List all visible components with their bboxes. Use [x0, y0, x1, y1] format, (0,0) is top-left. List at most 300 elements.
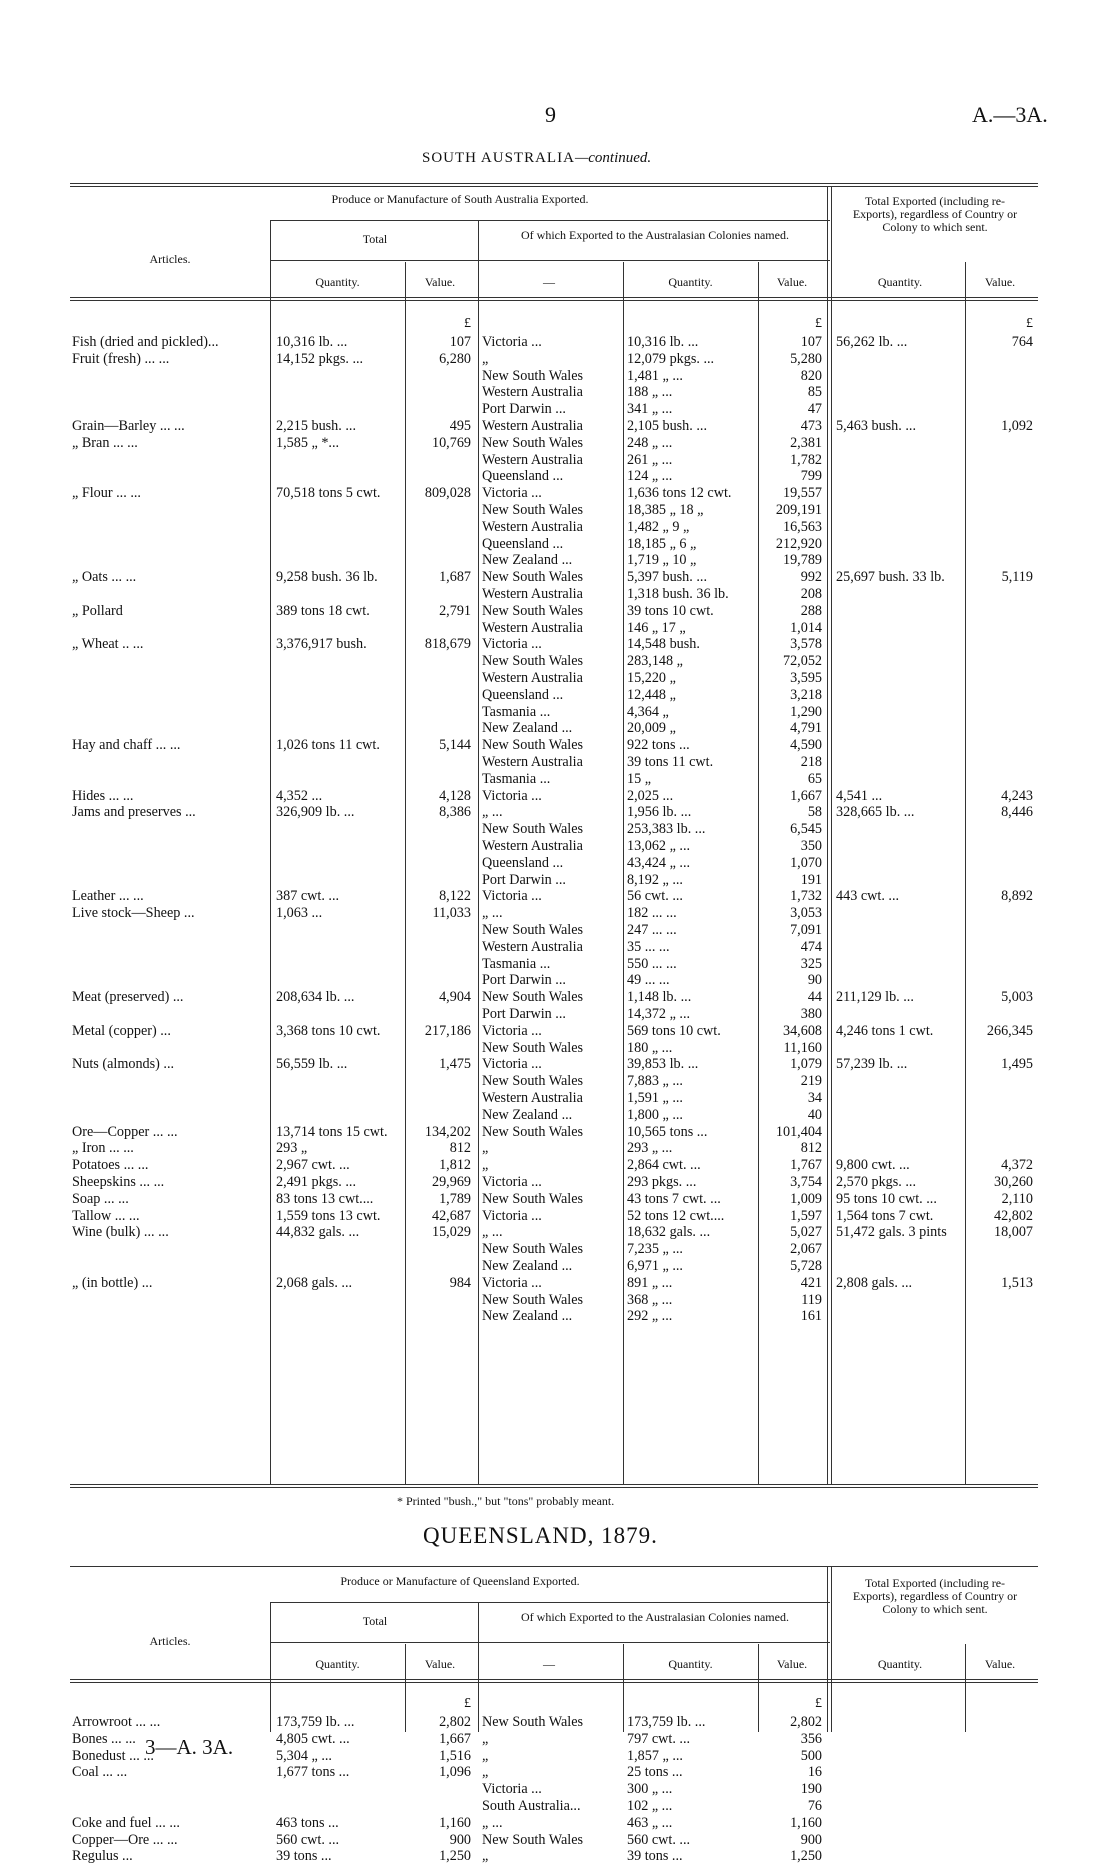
cell-colony: Victoria ...	[482, 787, 542, 804]
cell-colony-quantity: 292 „ ...	[627, 1308, 673, 1325]
cell-total-value: 11,033	[432, 905, 471, 922]
pound-symbol: £	[464, 1696, 471, 1711]
cell-colony-value: 1,290	[790, 703, 822, 720]
cell-exported-value: 266,345	[986, 1022, 1033, 1039]
header-value: Value.	[424, 275, 456, 289]
cell-colony: Western Australia	[482, 938, 583, 955]
cell-colony: „	[482, 1157, 489, 1174]
cell-colony-value: 2,381	[790, 434, 822, 451]
cell-colony: Western Australia	[482, 619, 583, 636]
cell-total-quantity: 1,559 tons 13 cwt.	[276, 1207, 381, 1224]
cell-colony-value: 90	[807, 972, 822, 989]
cell-exported-value: 5,119	[1001, 569, 1033, 586]
cell-colony: Port Darwin ...	[482, 871, 566, 888]
cell-total-quantity: 4,805 cwt. ...	[276, 1730, 350, 1747]
cell-total-value: 10,769	[431, 434, 471, 451]
header-value: Value.	[776, 275, 808, 289]
cell-colony-quantity: 1,800 „ ...	[627, 1106, 683, 1123]
cell-colony-value: 119	[801, 1291, 822, 1308]
cell-colony: New Zealand ...	[482, 720, 573, 737]
cell-colony-value: 16	[807, 1764, 822, 1781]
cell-colony-value: 212,920	[775, 535, 822, 552]
header-colonies: Of which Exported to the Australasian Colonies named.	[521, 1610, 789, 1624]
header-value: Value.	[776, 1657, 808, 1671]
cell-colony-value: 3,578	[790, 636, 822, 653]
cell-total-quantity: 14,152 pkgs. ...	[276, 350, 364, 367]
header-total-exported: Total Exported (including re-Exports), regardless of Country or Colony to which sent.	[852, 1576, 1018, 1616]
cell-total-quantity: 3,376,917 bush.	[276, 636, 367, 653]
cell-exported-quantity: 4,541 ...	[836, 787, 883, 804]
cell-colony-quantity: 253,383 lb. ...	[627, 821, 706, 838]
cell-article: „ (in bottle) ...	[72, 1274, 153, 1291]
cell-colony: Western Australia	[482, 1090, 583, 1106]
cell-colony-value: 3,053	[790, 905, 822, 922]
cell-colony-quantity: 124 „ ...	[627, 468, 673, 485]
cell-colony-quantity: 43,424 „ ...	[627, 854, 691, 871]
cell-colony-value: 421	[800, 1274, 822, 1291]
cell-exported-value: 4,243	[1001, 787, 1033, 804]
cell-colony: Western Australia	[482, 754, 583, 770]
cell-colony-value: 900	[800, 1831, 822, 1848]
cell-article: „ Oats ... ...	[72, 569, 137, 586]
cell-colony-value: 34,608	[782, 1022, 822, 1039]
cell-colony-quantity: 8,192 „ ...	[627, 871, 683, 888]
cell-colony-value: 19,557	[782, 485, 822, 502]
cell-colony-value: 101,404	[775, 1123, 822, 1140]
cell-article: Grain—Barley ... ...	[72, 418, 185, 434]
cell-total-quantity: 44,832 gals. ...	[276, 1224, 360, 1241]
cell-total-quantity: 2,967 cwt. ...	[276, 1157, 350, 1174]
pound-symbol: £	[815, 316, 822, 331]
cell-colony-quantity: 12,448 „	[627, 686, 676, 703]
cell-colony-value: 34	[807, 1090, 822, 1106]
cell-total-value: 6,280	[439, 350, 471, 367]
cell-colony-quantity: 1,591 „ ...	[627, 1090, 683, 1106]
cell-colony: New South Wales	[482, 1831, 584, 1848]
cell-colony: Port Darwin ...	[482, 972, 566, 989]
header-total-exported: Total Exported (including re-Exports), regardless of Country or Colony to which sent.	[852, 194, 1018, 234]
cell-total-value: 984	[449, 1274, 471, 1291]
header-produce: Produce or Manufacture of Queensland Exported.	[340, 1574, 580, 1588]
cell-colony: New South Wales	[482, 602, 584, 619]
cell-colony-value: 44	[807, 989, 822, 1006]
cell-colony: „	[482, 1764, 489, 1781]
cell-colony-value: 799	[800, 468, 822, 485]
cell-colony-value: 820	[800, 367, 822, 384]
cell-colony: Western Australia	[482, 518, 583, 535]
cell-colony: New Zealand ...	[482, 1258, 573, 1274]
cell-colony: Western Australia	[482, 838, 583, 854]
cell-article: Meat (preserved) ...	[72, 989, 184, 1006]
cell-total-value: 1,160	[439, 1814, 471, 1831]
cell-colony-value: 1,732	[790, 888, 822, 905]
header-value: Value.	[984, 275, 1016, 289]
cell-colony-quantity: 2,105 bush. ...	[627, 418, 708, 434]
cell-total-value: 812	[449, 1140, 471, 1157]
cell-total-quantity: 83 tons 13 cwt....	[276, 1190, 374, 1207]
cell-colony-quantity: 248 „ ...	[627, 434, 673, 451]
cell-colony: New South Wales	[482, 569, 584, 586]
cell-colony-value: 191	[800, 871, 822, 888]
cell-exported-value: 18,007	[993, 1224, 1033, 1241]
cell-colony-quantity: 341 „ ...	[627, 401, 673, 418]
cell-total-value: 4,904	[439, 989, 471, 1006]
cell-total-quantity: 4,352 ...	[276, 787, 323, 804]
cell-colony-value: 288	[800, 602, 822, 619]
cell-colony: New South Wales	[482, 922, 584, 938]
cell-total-quantity: 10,316 lb. ...	[276, 334, 348, 350]
cell-exported-quantity: 2,808 gals. ...	[836, 1274, 913, 1291]
cell-colony-quantity: 1,636 tons 12 cwt.	[627, 485, 732, 502]
cell-article: Soap ... ...	[72, 1190, 129, 1207]
cell-colony-quantity: 2,025 ...	[627, 787, 674, 804]
cell-colony-value: 350	[800, 838, 822, 854]
cell-total-value: 29,969	[431, 1174, 471, 1190]
cell-total-value: 1,475	[439, 1056, 471, 1073]
cell-total-value: 1,812	[439, 1157, 471, 1174]
header-quantity: Quantity.	[877, 1657, 923, 1671]
cell-article: Fruit (fresh) ... ...	[72, 350, 170, 367]
cell-colony-quantity: 1,719 „ 10 „	[627, 552, 697, 569]
cell-colony: New South Wales	[482, 502, 584, 518]
cell-article: Live stock—Sheep ...	[72, 905, 195, 922]
cell-article: „ Pollard	[72, 602, 123, 619]
cell-colony-value: 3,218	[790, 686, 822, 703]
cell-colony: New South Wales	[482, 653, 584, 670]
cell-total-quantity: 293 „	[276, 1140, 308, 1157]
cell-colony-value: 473	[800, 418, 822, 434]
cell-colony-value: 5,728	[790, 1258, 822, 1274]
cell-colony: New South Wales	[482, 989, 584, 1006]
cell-colony: Tasmania ...	[482, 770, 551, 787]
header-quantity: Quantity.	[877, 275, 923, 289]
cell-total-value: 8,122	[439, 888, 471, 905]
cell-total-quantity: 3,368 tons 10 cwt.	[276, 1022, 381, 1039]
cell-total-value: 15,029	[431, 1224, 471, 1241]
cell-article: Nuts (almonds) ...	[72, 1056, 175, 1073]
header-articles: Articles.	[149, 1634, 191, 1648]
cell-colony-quantity: 891 „ ...	[627, 1274, 673, 1291]
cell-colony-value: 65	[807, 770, 822, 787]
cell-colony: „ ...	[482, 804, 503, 821]
cell-colony: New South Wales	[482, 434, 584, 451]
cell-exported-value: 5,003	[1001, 989, 1033, 1006]
cell-colony-quantity: 52 tons 12 cwt....	[627, 1207, 725, 1224]
cell-colony: Queensland ...	[482, 468, 564, 485]
cell-colony: Western Australia	[482, 418, 583, 434]
cell-total-quantity: 2,491 pkgs. ...	[276, 1174, 357, 1190]
cell-total-quantity: 2,068 gals. ...	[276, 1274, 353, 1291]
cell-colony: New Zealand ...	[482, 552, 573, 569]
cell-colony-quantity: 1,318 bush. 36 lb.	[627, 586, 729, 602]
cell-article: Potatoes ... ...	[72, 1157, 149, 1174]
cell-colony-value: 40	[807, 1106, 822, 1123]
header-quantity: Quantity.	[668, 1657, 713, 1671]
cell-colony-quantity: 5,397 bush. ...	[627, 569, 708, 586]
cell-exported-value: 8,892	[1001, 888, 1033, 905]
cell-colony: Victoria ...	[482, 334, 542, 350]
cell-exported-quantity: 95 tons 10 cwt. ...	[836, 1190, 937, 1207]
cell-colony-value: 16,563	[782, 518, 822, 535]
cell-colony-value: 1,782	[790, 451, 822, 468]
cell-article: Metal (copper) ...	[72, 1022, 171, 1039]
cell-colony: Victoria ...	[482, 1056, 542, 1073]
cell-colony-quantity: 18,385 „ 18 „	[627, 502, 704, 518]
header-quantity: Quantity.	[315, 1657, 360, 1671]
cell-colony-value: 4,590	[790, 737, 822, 754]
cell-exported-value: 8,446	[1001, 804, 1033, 821]
cell-colony-quantity: 146 „ 17 „	[627, 619, 686, 636]
cell-total-value: 2,791	[439, 602, 471, 619]
cell-colony-value: 107	[800, 334, 822, 350]
cell-colony-quantity: 10,565 tons ...	[627, 1123, 708, 1140]
cell-colony-quantity: 20,009 „	[627, 720, 676, 737]
cell-colony-value: 76	[807, 1798, 822, 1814]
cell-total-quantity: 9,258 bush. 36 lb.	[276, 569, 378, 586]
cell-colony: Queensland ...	[482, 535, 564, 552]
cell-article: „ Bran ... ...	[72, 434, 138, 451]
cell-colony-quantity: 261 „ ...	[627, 451, 673, 468]
cell-colony-value: 85	[807, 384, 822, 401]
cell-colony-value: 72,052	[782, 653, 822, 670]
cell-colony-quantity: 39 tons 10 cwt.	[627, 602, 714, 619]
cell-colony-quantity: 1,956 lb. ...	[627, 804, 692, 821]
cell-colony: Tasmania ...	[482, 955, 551, 972]
cell-article: Hay and chaff ... ...	[72, 737, 181, 754]
cell-article: Wine (bulk) ... ...	[72, 1224, 169, 1241]
cell-colony-value: 356	[800, 1730, 822, 1747]
cell-colony: Western Australia	[482, 586, 583, 602]
header-total: Total	[362, 232, 388, 246]
cell-total-value: 217,186	[424, 1022, 471, 1039]
cell-colony-quantity: 18,185 „ 6 „	[627, 535, 697, 552]
cell-colony-quantity: 10,316 lb. ...	[627, 334, 699, 350]
cell-colony-value: 190	[800, 1781, 822, 1798]
cell-colony-quantity: 2,864 cwt. ...	[627, 1157, 701, 1174]
cell-article: Arrowroot ... ...	[72, 1714, 161, 1730]
cell-colony: „	[482, 1747, 489, 1764]
cell-exported-quantity: 443 cwt. ...	[836, 888, 900, 905]
section-title-qld: QUEENSLAND, 1879.	[423, 1523, 658, 1548]
cell-article: Jams and preserves ...	[72, 804, 196, 821]
page-number: 9	[545, 102, 556, 127]
cell-exported-quantity: 57,239 lb. ...	[836, 1056, 908, 1073]
cell-colony-value: 380	[800, 1006, 822, 1022]
cell-colony-quantity: 15,220 „	[627, 670, 676, 686]
footnote: * Printed "bush.," but "tons" probably meant.	[397, 1494, 615, 1508]
header-produce: Produce or Manufacture of South Australia Exported.	[331, 192, 589, 206]
cell-colony-value: 5,027	[790, 1224, 822, 1241]
cell-colony-quantity: 560 cwt. ...	[627, 1831, 691, 1848]
cell-colony: „ ...	[482, 1814, 503, 1831]
pound-symbol: £	[1026, 316, 1033, 331]
cell-colony: Victoria ...	[482, 1274, 542, 1291]
cell-colony: Victoria ...	[482, 636, 542, 653]
cell-colony-quantity: 39,853 lb. ...	[627, 1056, 699, 1073]
cell-colony-value: 218	[800, 754, 822, 770]
cell-exported-value: 42,802	[993, 1207, 1033, 1224]
cell-colony: Queensland ...	[482, 686, 564, 703]
cell-colony: New South Wales	[482, 737, 584, 754]
cell-colony: „	[482, 350, 489, 367]
cell-colony: Victoria ...	[482, 485, 542, 502]
cell-colony-value: 1,250	[790, 1848, 822, 1865]
cell-total-value: 8,386	[439, 804, 471, 821]
header-total: Total	[362, 1614, 388, 1628]
cell-exported-quantity: 5,463 bush. ...	[836, 418, 917, 434]
cell-colony-quantity: 922 tons ...	[627, 737, 690, 754]
cell-exported-quantity: 328,665 lb. ...	[836, 804, 915, 821]
cell-total-quantity: 463 tons ...	[276, 1814, 339, 1831]
cell-colony: South Australia...	[482, 1798, 581, 1814]
cell-colony-value: 7,091	[790, 922, 822, 938]
cell-colony-quantity: 7,235 „ ...	[627, 1241, 683, 1258]
cell-colony-quantity: 283,148 „	[627, 653, 683, 670]
cell-total-value: 1,789	[439, 1190, 471, 1207]
cell-colony-quantity: 18,632 gals. ...	[627, 1224, 711, 1241]
cell-colony-quantity: 12,079 pkgs. ...	[627, 350, 715, 367]
cell-colony: „	[482, 1140, 489, 1157]
cell-colony-quantity: 180 „ ...	[627, 1039, 673, 1056]
cell-total-value: 809,028	[424, 485, 471, 502]
cell-colony-value: 208	[800, 586, 822, 602]
cell-colony-quantity: 35 ... ...	[627, 938, 670, 955]
cell-colony: Western Australia	[482, 670, 583, 686]
cell-colony-value: 5,280	[790, 350, 822, 367]
cell-colony-value: 474	[800, 938, 822, 955]
cell-colony-quantity: 6,971 „ ...	[627, 1258, 683, 1274]
cell-colony-quantity: 569 tons 10 cwt.	[627, 1022, 721, 1039]
pound-symbol: £	[464, 316, 471, 331]
cell-article: Leather ... ...	[72, 888, 144, 905]
cell-colony: Victoria ...	[482, 1022, 542, 1039]
header-quantity: Quantity.	[315, 275, 360, 289]
cell-exported-value: 30,260	[993, 1174, 1033, 1190]
cell-colony-value: 992	[800, 569, 822, 586]
cell-total-quantity: 560 cwt. ...	[276, 1831, 340, 1848]
cell-colony: „	[482, 1848, 489, 1865]
cell-colony-value: 3,754	[790, 1174, 822, 1190]
cell-total-value: 2,802	[439, 1714, 471, 1730]
cell-colony: Queensland ...	[482, 854, 564, 871]
cell-colony-value: 4,791	[790, 720, 822, 737]
cell-colony-value: 219	[800, 1073, 822, 1090]
cell-colony-quantity: 7,883 „ ...	[627, 1073, 683, 1090]
cell-colony-value: 161	[800, 1308, 822, 1325]
cell-article: Ore—Copper ... ...	[72, 1123, 178, 1140]
cell-colony: Victoria ...	[482, 1174, 542, 1190]
cell-colony-value: 1,597	[790, 1207, 822, 1224]
cell-total-quantity: 5,304 „ ...	[276, 1747, 332, 1764]
cell-colony-quantity: 293 „ ...	[627, 1140, 673, 1157]
page-reference: A.—3A.	[972, 102, 1048, 127]
cell-total-quantity: 387 cwt. ...	[276, 888, 340, 905]
cell-colony-quantity: 39 tons ...	[627, 1848, 683, 1865]
cell-total-quantity: 1,585 „ *...	[276, 434, 340, 451]
cell-colony: „ ...	[482, 905, 503, 922]
cell-article: Coke and fuel ... ...	[72, 1814, 180, 1831]
cell-colony: New South Wales	[482, 1714, 584, 1730]
cell-article: Copper—Ore ... ...	[72, 1831, 178, 1848]
cell-colony: Port Darwin ...	[482, 1006, 566, 1022]
cell-colony-value: 19,789	[782, 552, 822, 569]
cell-colony-value: 1,079	[790, 1056, 822, 1073]
cell-total-value: 818,679	[424, 636, 471, 653]
cell-article: Bones ... ...	[72, 1730, 136, 1747]
cell-colony: Port Darwin ...	[482, 401, 566, 418]
cell-colony-value: 2,067	[790, 1241, 822, 1258]
header-quantity: Quantity.	[668, 275, 713, 289]
cell-colony-quantity: 15 „	[627, 770, 652, 787]
cell-colony-value: 325	[800, 955, 822, 972]
cell-colony-quantity: 56 cwt. ...	[627, 888, 683, 905]
cell-colony-value: 11,160	[783, 1039, 822, 1056]
cell-colony: New South Wales	[482, 1039, 584, 1056]
cell-colony-quantity: 14,372 „ ...	[627, 1006, 691, 1022]
cell-total-value: 134,202	[424, 1123, 471, 1140]
cell-exported-quantity: 4,246 tons 1 cwt.	[836, 1022, 934, 1039]
cell-exported-value: 4,372	[1001, 1157, 1033, 1174]
cell-colony: Victoria ...	[482, 1207, 542, 1224]
cell-colony: Victoria ...	[482, 1781, 542, 1798]
cell-colony-quantity: 43 tons 7 cwt. ...	[627, 1190, 721, 1207]
header-value: Value.	[984, 1657, 1016, 1671]
cell-colony-quantity: 188 „ ...	[627, 384, 673, 401]
cell-colony: Tasmania ...	[482, 703, 551, 720]
printer-signature: 3—A. 3A.	[145, 1735, 234, 1759]
cell-article: „ Iron ... ...	[72, 1140, 134, 1157]
cell-total-quantity: 1,063 ...	[276, 905, 323, 922]
cell-colony-quantity: 102 „ ...	[627, 1798, 673, 1814]
cell-colony-quantity: 1,148 lb. ...	[627, 989, 692, 1006]
cell-colony: New South Wales	[482, 1073, 584, 1090]
cell-colony-value: 58	[807, 804, 822, 821]
cell-colony: New Zealand ...	[482, 1106, 573, 1123]
cell-colony: New South Wales	[482, 367, 584, 384]
cell-colony: „ ...	[482, 1224, 503, 1241]
cell-colony-quantity: 463 „ ...	[627, 1814, 673, 1831]
cell-article: „ Flour ... ...	[72, 485, 141, 502]
cell-total-value: 4,128	[439, 787, 471, 804]
header-colonies: Of which Exported to the Australasian Colonies named.	[521, 228, 789, 242]
cell-colony-quantity: 39 tons 11 cwt.	[627, 754, 714, 770]
cell-colony: New South Wales	[482, 1241, 584, 1258]
header-dash: —	[543, 275, 555, 289]
cell-colony-value: 812	[800, 1140, 822, 1157]
cell-exported-quantity: 9,800 cwt. ...	[836, 1157, 910, 1174]
cell-total-value: 1,687	[439, 569, 471, 586]
cell-exported-quantity: 51,472 gals. 3 pints	[836, 1224, 947, 1241]
cell-total-quantity: 39 tons ...	[276, 1848, 332, 1865]
cell-total-value: 900	[449, 1831, 471, 1848]
cell-exported-value: 1,495	[1001, 1056, 1033, 1073]
cell-exported-quantity: 25,697 bush. 33 lb.	[836, 569, 945, 586]
cell-article: „ Wheat .. ...	[72, 636, 144, 653]
cell-total-value: 42,687	[431, 1207, 471, 1224]
cell-colony: New South Wales	[482, 1291, 584, 1308]
cell-total-quantity: 2,215 bush. ...	[276, 418, 357, 434]
cell-total-value: 1,096	[439, 1764, 471, 1781]
cell-colony-value: 1,160	[790, 1814, 822, 1831]
cell-colony-quantity: 550 ... ...	[627, 955, 677, 972]
cell-colony-value: 1,070	[790, 854, 822, 871]
cell-colony: New Zealand ...	[482, 1308, 573, 1325]
cell-total-quantity: 326,909 lb. ...	[276, 804, 355, 821]
cell-colony-value: 1,767	[790, 1157, 822, 1174]
cell-colony-quantity: 173,759 lb. ...	[627, 1714, 706, 1730]
cell-total-quantity: 1,026 tons 11 cwt.	[276, 737, 380, 754]
cell-total-quantity: 389 tons 18 cwt.	[276, 602, 370, 619]
